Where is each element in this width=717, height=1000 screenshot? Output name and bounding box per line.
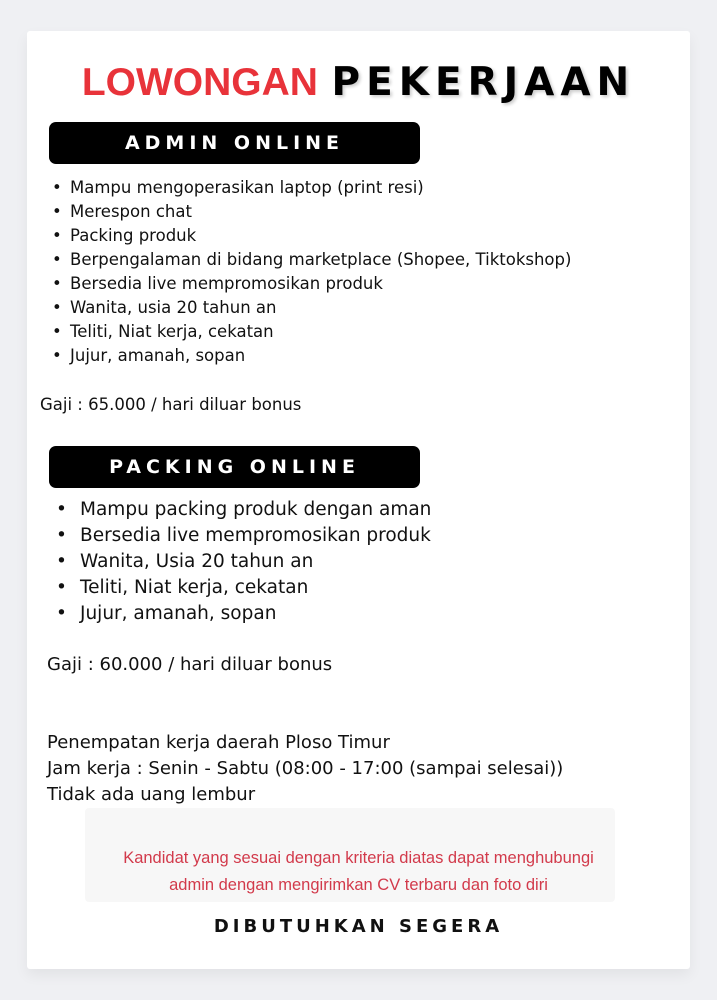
list-item: • Jujur, amanah, sopan bbox=[80, 601, 431, 627]
list-item: • Wanita, usia 20 tahun an bbox=[70, 296, 571, 320]
list-item: • Jujur, amanah, sopan bbox=[70, 344, 571, 368]
admin-heading: ADMIN ONLINE bbox=[49, 122, 420, 164]
location: Penempatan kerja daerah Ploso Timur bbox=[47, 732, 390, 753]
poster-title bbox=[27, 61, 690, 105]
packing-salary: Gaji : 60.000 / hari diluar bonus bbox=[47, 654, 333, 675]
list-item: • Wanita, Usia 20 tahun an bbox=[80, 549, 431, 575]
urgent-footer: DIBUTUHKAN SEGERA bbox=[213, 916, 504, 937]
list-item: • Teliti, Niat kerja, cekatan bbox=[70, 320, 571, 344]
admin-requirements bbox=[70, 176, 571, 368]
list-item: • Bersedia live mempromosikan produk bbox=[80, 523, 431, 549]
title-red: LOWONGAN bbox=[81, 61, 318, 104]
list-item: • Berpengalaman di bidang marketplace (Shopee, Tiktokshop) bbox=[70, 248, 571, 272]
packing-heading: PACKING ONLINE bbox=[49, 446, 420, 488]
note-line: Kandidat yang sesuai dengan kriteria diatas dapat menghubungi bbox=[123, 849, 594, 867]
admin-salary: Gaji : 65.000 / hari diluar bonus bbox=[40, 395, 302, 414]
list-item: • Packing produk bbox=[70, 224, 571, 248]
job-poster bbox=[27, 31, 690, 969]
list-item: • Merespon chat bbox=[70, 200, 571, 224]
info-block bbox=[47, 730, 563, 808]
overtime: Tidak ada uang lembur bbox=[47, 784, 256, 805]
list-item: • Mampu packing produk dengan aman bbox=[80, 497, 431, 523]
list-item: • Mampu mengoperasikan laptop (print resi) bbox=[70, 176, 571, 200]
packing-requirements bbox=[80, 497, 431, 627]
list-item: • Teliti, Niat kerja, cekatan bbox=[80, 575, 431, 601]
title-black: PEKERJAAN bbox=[331, 60, 636, 105]
work-hours: Jam kerja : Senin - Sabtu (08:00 - 17:00 (sampai selesai)) bbox=[47, 758, 564, 779]
contact-note bbox=[27, 845, 690, 899]
note-line: admin dengan mengirimkan CV terbaru dan foto diri bbox=[169, 876, 548, 894]
list-item: • Bersedia live mempromosikan produk bbox=[70, 272, 571, 296]
